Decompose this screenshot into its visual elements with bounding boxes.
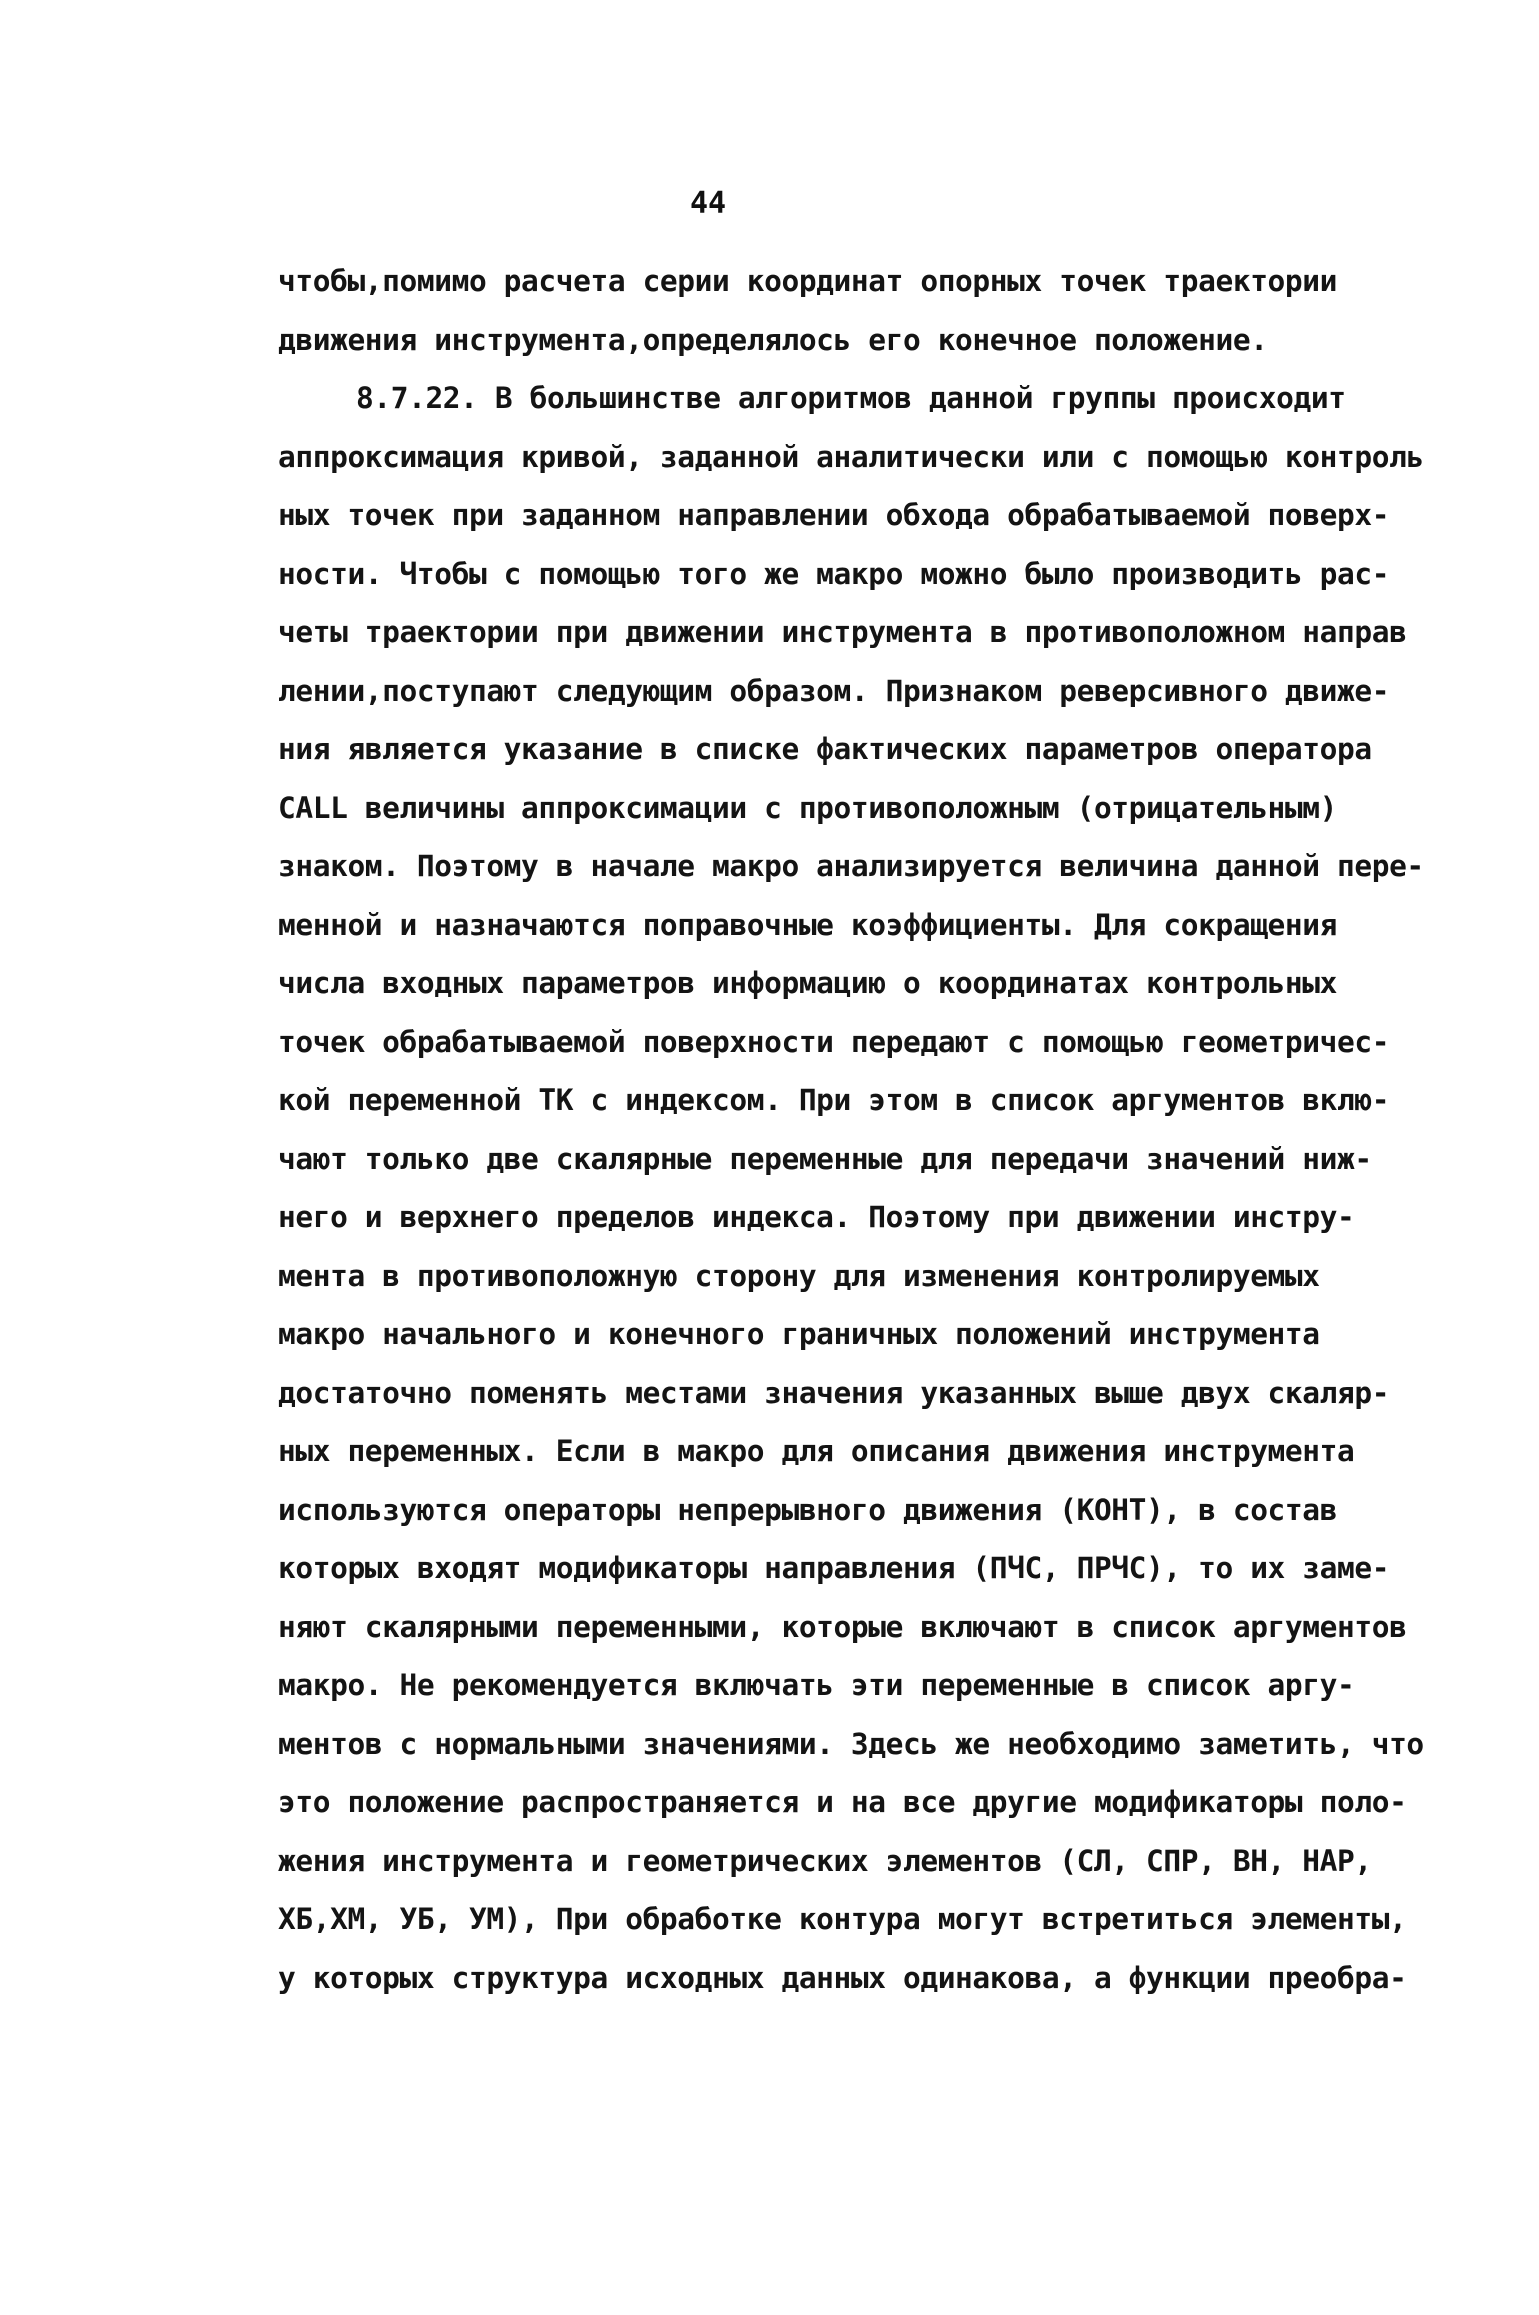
text-line: знаком. Поэтому в начале макро анализируется величина данной пере- (278, 849, 1424, 883)
text-line: используются операторы непрерывного движения (КОНТ), в состав (278, 1492, 1337, 1527)
text-line: няют скалярными переменными, которые включают в список аргументов (278, 1609, 1407, 1644)
text-line: у которых структура исходных данных одинакова, а функции преобра- (278, 1960, 1407, 1995)
text-line: мента в противоположную сторону для изменения контролируемых (278, 1258, 1320, 1293)
text-line: достаточно поменять местами значения указанных выше двух скаляр- (278, 1375, 1390, 1410)
text-line: точек обрабатываемой поверхности передают с помощью геометричес- (278, 1024, 1390, 1059)
text-line: это положение распространяется и на все другие модификаторы поло- (278, 1785, 1407, 1819)
text-line: чтобы,помимо расчета серии координат опорных точек траектории (278, 264, 1337, 298)
text-line: ментов с нормальными значениями. Здесь же необходимо заметить, что (278, 1726, 1424, 1761)
text-line: ния является указание в списке фактических параметров оператора (278, 732, 1372, 766)
text-line: менной и назначаются поправочные коэффициенты. Для сокращения (278, 907, 1337, 942)
body-text (278, 252, 1498, 2007)
text-line: жения инструмента и геометрических элементов (СЛ, СПР, ВН, НАР, (278, 1843, 1372, 1878)
text-line: ности. Чтобы с помощью того же макро можно было производить рас- (278, 556, 1390, 591)
text-line: лении,поступают следующим образом. Признаком реверсивного движе- (278, 673, 1390, 708)
text-line: макро начального и конечного граничных положений инструмента (278, 1317, 1320, 1351)
text-line: которых входят модификаторы направления (ПЧС, ПРЧС), то их заме- (278, 1551, 1390, 1585)
text-line: кой переменной ТК с индексом. При этом в список аргументов вклю- (278, 1083, 1390, 1117)
text-line: аппроксимация кривой, заданной аналитически или с помощью контроль (278, 439, 1424, 474)
text-line: него и верхнего пределов индекса. Поэтому при движении инстру- (278, 1200, 1355, 1234)
text-line: движения инструмента,определялось его конечное положение. (278, 322, 1268, 357)
text-line: ных переменных. Если в макро для описания движения инструмента (278, 1434, 1355, 1468)
text-line: числа входных параметров информацию о координатах контрольных (278, 966, 1337, 1000)
text-line: ных точек при заданном направлении обхода обрабатываемой поверх- (278, 498, 1390, 532)
text-line: ХБ,ХМ, УБ, УМ), При обработке контура могут встретиться элементы, (278, 1902, 1407, 1936)
text-line: 8.7.22. В большинстве алгоритмов данной группы происходит (356, 381, 1346, 415)
text-line: CALL величины аппроксимации с противоположным (отрицательным) (278, 790, 1337, 825)
text-line: четы траектории при движении инструмента в противоположном направ (278, 615, 1407, 649)
page-number: 44 (690, 186, 727, 221)
text-line: макро. Не рекомендуется включать эти переменные в список аргу- (278, 1668, 1355, 1702)
text-line: чают только две скалярные переменные для передачи значений ниж- (278, 1141, 1372, 1176)
